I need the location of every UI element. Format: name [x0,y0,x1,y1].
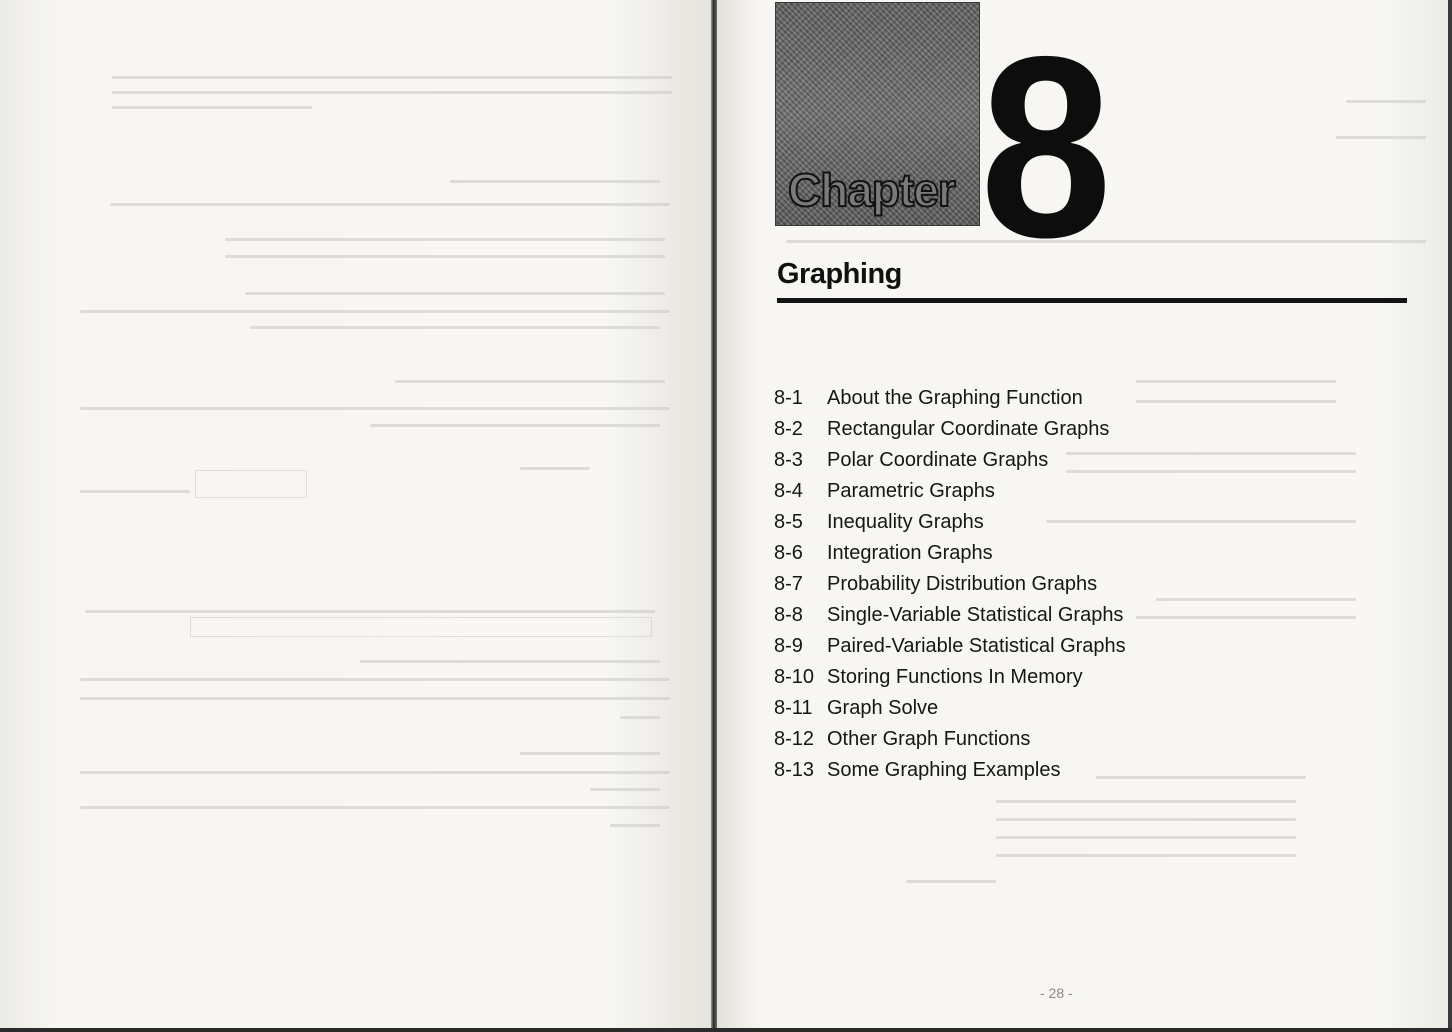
toc-item [774,631,1126,662]
page-edge [1448,0,1452,1032]
show-through-line [112,91,672,94]
show-through-line [250,326,660,329]
show-through-line [520,467,590,470]
toc-item-label: Polar Coordinate Graphs [827,449,1049,471]
toc-item-label: Integration Graphs [827,542,993,564]
toc-item [774,383,1126,414]
toc-item-number: 8-1 [774,387,803,409]
show-through-line [996,836,1296,839]
show-through-line [80,490,190,493]
toc-item-label: Probability Distribution Graphs [827,573,1098,595]
show-through-line [906,880,996,883]
left-page [0,0,714,1032]
show-through-line [620,716,660,719]
show-through-line [395,380,665,383]
show-through-line [245,292,665,295]
show-through-line [590,788,660,791]
show-through-line [996,854,1296,857]
show-through-line [225,238,665,241]
show-through-line [80,407,670,410]
toc-item [774,755,1126,786]
chapter-label: Chapter [788,164,955,216]
show-through-line [80,806,670,809]
show-through-line [1346,100,1426,103]
toc-item-number: 8-11 [774,697,813,719]
toc-item-label: Some Graphing Examples [827,759,1061,781]
toc-item-label: Graph Solve [827,697,939,719]
show-through-line [112,106,312,109]
show-through-line [1156,598,1356,601]
toc-item-label: Parametric Graphs [827,480,995,502]
show-through-line [996,818,1296,821]
toc-item-number: 8-9 [774,635,803,657]
page-number: - 28 - [1040,985,1073,1001]
show-through-line [80,771,670,774]
toc-item-number: 8-12 [774,728,815,750]
page-edge [0,1028,1452,1032]
toc-item-number: 8-4 [774,480,803,502]
toc-item-number: 8-8 [774,604,803,626]
title-underline [777,298,1407,303]
show-through-line [225,255,665,258]
toc-item [774,662,1126,693]
toc-item-label: Inequality Graphs [827,511,984,533]
toc-item-number: 8-5 [774,511,803,533]
toc-item-number: 8-10 [774,666,815,688]
toc-item-number: 8-13 [774,759,815,781]
show-through-line [80,678,670,681]
show-through-box [190,617,652,637]
show-through-line [520,752,660,755]
toc-item [774,445,1126,476]
show-through-line [1136,400,1336,403]
toc-item [774,724,1126,755]
toc-item [774,414,1126,445]
toc-item [774,538,1126,569]
show-through-line [80,697,670,700]
chapter-title: Graphing [777,258,902,290]
show-through-line [1136,616,1356,619]
toc-item [774,476,1126,507]
toc-item-number: 8-6 [774,542,803,564]
book-gutter [711,0,717,1032]
show-through-line [1096,776,1306,779]
show-through-line [110,203,670,206]
show-through-line [85,610,655,613]
toc-item-number: 8-7 [774,573,803,595]
show-through-line [450,180,660,183]
toc-item-label: Paired-Variable Statistical Graphs [827,635,1126,657]
toc-item [774,600,1126,631]
show-through-line [370,424,660,427]
show-through-line [1336,136,1426,139]
toc-item-label: About the Graphing Function [827,387,1083,409]
toc-item [774,569,1126,600]
show-through-line [610,824,660,827]
toc-item [774,693,1126,724]
toc-item-number: 8-3 [774,449,803,471]
show-through-box [195,470,307,498]
toc-item-label: Other Graph Functions [827,728,1031,750]
toc-item [774,507,1126,538]
toc-item-label: Rectangular Coordinate Graphs [827,418,1110,440]
show-through-line [360,660,660,663]
table-of-contents [774,383,1126,786]
chapter-banner [775,2,980,226]
toc-item-label: Storing Functions In Memory [827,666,1083,688]
toc-item-number: 8-2 [774,418,803,440]
toc-item-label: Single-Variable Statistical Graphs [827,604,1124,626]
show-through-line [1136,380,1336,383]
show-through-line [112,76,672,79]
chapter-number: 8 [980,2,1113,291]
show-through-line [996,800,1296,803]
show-through-line [80,310,670,313]
